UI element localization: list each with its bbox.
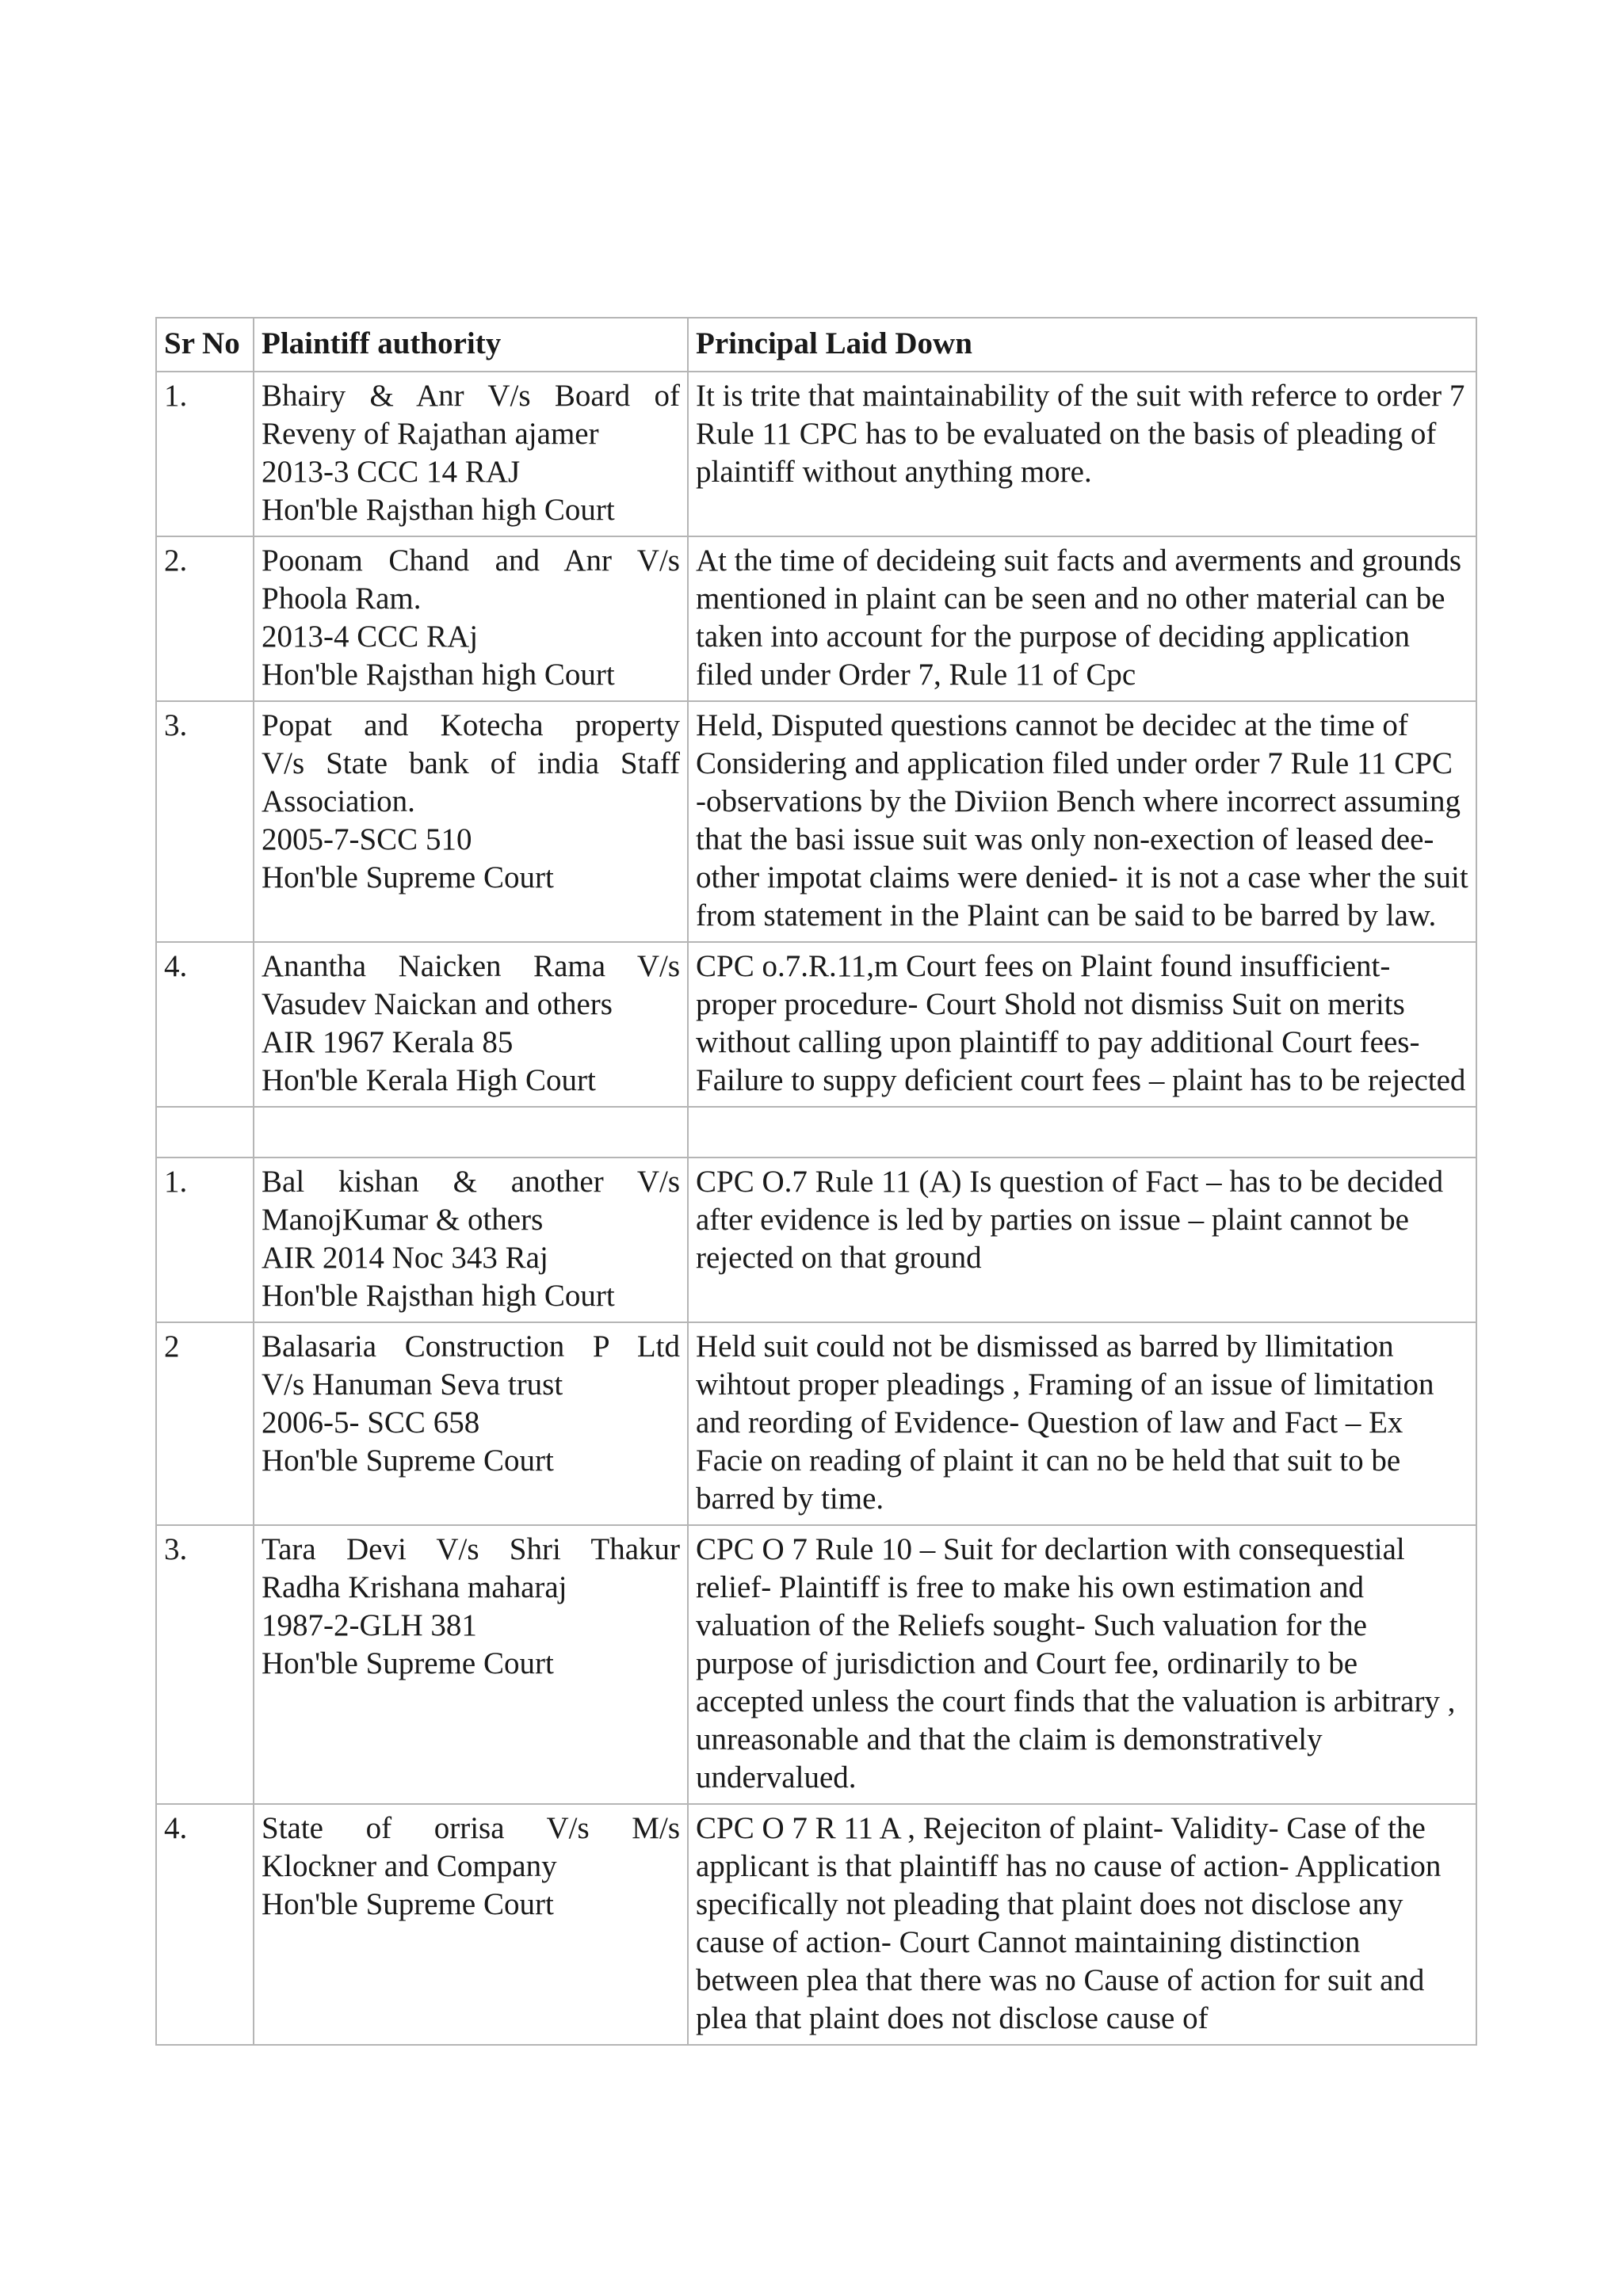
authority-cell <box>254 372 688 536</box>
sr-no-cell: 1. <box>156 372 254 536</box>
table-row <box>156 1322 1476 1525</box>
empty-cell <box>688 1107 1476 1158</box>
authority-line: Balasaria Construction P Ltd <box>262 1329 680 1363</box>
authority-line: Vasudev Naickan and others <box>262 987 613 1021</box>
authority-line: V/s State bank of india Staff <box>262 746 680 780</box>
authority-line: Klockner and Company <box>262 1849 557 1883</box>
principle-cell: CPC o.7.R.11,m Court fees on Plaint found insufficient- proper procedure- Court Shold not dismiss Suit on merits without calling upon plaintiff to pay additional Court fees- Failure to suppy deficient court fees – plaint has to be rejected <box>688 942 1476 1107</box>
authority-line: ManojKumar & others <box>262 1203 544 1237</box>
authority-line: V/s Hanuman Seva trust <box>262 1367 563 1402</box>
sr-no-cell: 1. <box>156 1158 254 1322</box>
header-principal-laid-down: Principal Laid Down <box>688 318 1476 372</box>
authority-cell <box>254 1322 688 1525</box>
authority-cell <box>254 701 688 942</box>
authority-line: Hon'ble Rajsthan high Court <box>262 493 615 527</box>
case-law-table <box>155 317 1477 2046</box>
principle-cell: CPC O 7 R 11 A , Rejeciton of plaint- Validity- Case of the applicant is that plaintiff has no cause of action- Application specifically not pleading that plaint does not disclose any cause of action- Court Cannot maintaining distinction between plea that there was no Cause of action for suit and plea that plaint does not disclose cause of <box>688 1804 1476 2045</box>
principle-cell: Held suit could not be dismissed as barred by llimitation wihtout proper pleadings , Framing of an issue of limitation and reording of Evidence- Question of law and Fact – Ex Facie on reading of plaint it can no be held that suit to be barred by time. <box>688 1322 1476 1525</box>
header-plaintiff-authority: Plaintiff authority <box>254 318 688 372</box>
table-row <box>156 372 1476 536</box>
table-row <box>156 1158 1476 1322</box>
table-row <box>156 536 1476 701</box>
principle-cell: CPC O.7 Rule 11 (A) Is question of Fact – has to be decided after evidence is led by parties on issue – plaint cannot be rejected on that ground <box>688 1158 1476 1322</box>
table-row <box>156 1525 1476 1804</box>
authority-line: Bal kishan & another V/s <box>262 1165 680 1199</box>
authority-line: Phoola Ram. <box>262 582 422 616</box>
authority-line: Hon'ble Supreme Court <box>262 1444 554 1478</box>
sr-no-cell: 4. <box>156 1804 254 2045</box>
sr-no-cell: 2 <box>156 1322 254 1525</box>
authority-cell <box>254 536 688 701</box>
authority-cell <box>254 1158 688 1322</box>
authority-line: Association. <box>262 784 415 818</box>
principle-cell: Held, Disputed questions cannot be decidec at the time of Considering and application filed under order 7 Rule 11 CPC -observations by the Diviion Bench where incorrect assuming that the basi issue suit was only non-exection of leased dee- other impotat claims were denied- it is not a case wher the suit from statement in the Plaint can be said to be barred by law. <box>688 701 1476 942</box>
table-row <box>156 942 1476 1107</box>
sr-no-cell: 4. <box>156 942 254 1107</box>
authority-line: Reveny of Rajathan ajamer <box>262 417 599 451</box>
authority-cell <box>254 1525 688 1804</box>
sr-no-cell: 3. <box>156 1525 254 1804</box>
authority-line: Bhairy & Anr V/s Board of <box>262 379 680 413</box>
authority-line: Radha Krishana maharaj <box>262 1570 567 1604</box>
authority-line: 2013-3 CCC 14 RAJ <box>262 455 521 489</box>
authority-line: AIR 2014 Noc 343 Raj <box>262 1241 548 1275</box>
authority-line: Hon'ble Supreme Court <box>262 1887 554 1921</box>
authority-line: Anantha Naicken Rama V/s <box>262 949 680 983</box>
authority-line: 1987-2-GLH 381 <box>262 1608 477 1642</box>
authority-line: Popat and Kotecha property <box>262 708 680 742</box>
authority-line: Hon'ble Supreme Court <box>262 860 554 894</box>
authority-line: 2006-5- SCC 658 <box>262 1405 480 1440</box>
sr-no-cell: 3. <box>156 701 254 942</box>
empty-cell <box>254 1107 688 1158</box>
table-row <box>156 701 1476 942</box>
authority-line: 2005-7-SCC 510 <box>262 822 472 856</box>
authority-line: Tara Devi V/s Shri Thakur <box>262 1532 680 1566</box>
empty-row <box>156 1107 1476 1158</box>
authority-line: Hon'ble Kerala High Court <box>262 1063 596 1097</box>
authority-line: Hon'ble Rajsthan high Court <box>262 1279 615 1313</box>
authority-line: 2013-4 CCC RAj <box>262 620 479 654</box>
authority-cell <box>254 942 688 1107</box>
empty-cell <box>156 1107 254 1158</box>
authority-line: AIR 1967 Kerala 85 <box>262 1025 514 1059</box>
authority-line: Poonam Chand and Anr V/s <box>262 543 680 578</box>
principle-cell: It is trite that maintainability of the suit with referce to order 7 Rule 11 CPC has to be evaluated on the basis of pleading of plaintiff without anything more. <box>688 372 1476 536</box>
authority-line: Hon'ble Rajsthan high Court <box>262 658 615 692</box>
authority-line: Hon'ble Supreme Court <box>262 1646 554 1680</box>
table-row <box>156 1804 1476 2045</box>
table-header-row <box>156 318 1476 372</box>
authority-cell <box>254 1804 688 2045</box>
header-sr-no: Sr No <box>156 318 254 372</box>
sr-no-cell: 2. <box>156 536 254 701</box>
authority-line: State of orrisa V/s M/s <box>262 1811 680 1845</box>
principle-cell: CPC O 7 Rule 10 – Suit for declartion with consequestial relief- Plaintiff is free to make his own estimation and valuation of the Reliefs sought- Such valuation for the purpose of jurisdiction and Court fee, ordinarily to be accepted unless the court finds that the valuation is arbitrary , unreasonable and that the claim is demonstratively undervalued. <box>688 1525 1476 1804</box>
principle-cell: At the time of decideing suit facts and averments and grounds mentioned in plaint can be seen and no other material can be taken into account for the purpose of deciding application filed under Order 7, Rule 11 of Cpc <box>688 536 1476 701</box>
